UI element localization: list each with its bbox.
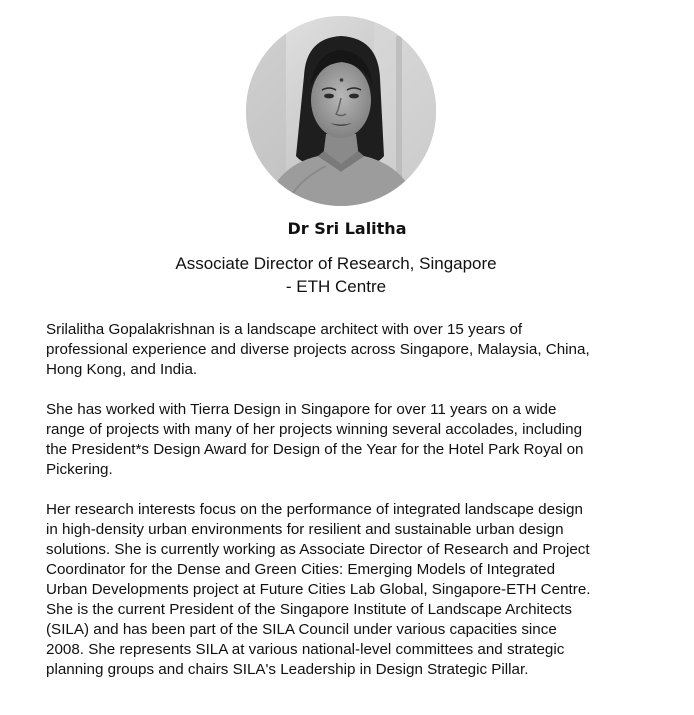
bio-line: (SILA) and has been part of the SILA Council under various capacities since: [46, 621, 557, 638]
bio-paragraph: [46, 500, 676, 680]
job-title-line: Associate Director of Research, Singapore: [175, 254, 497, 273]
biography: [46, 320, 676, 700]
bio-paragraph: [46, 320, 676, 380]
bio-line: Her research interests focus on the performance of integrated landscape design: [46, 501, 583, 518]
job-title: [140, 252, 532, 298]
bio-line: in high-density urban environments for resilient and sustainable urban design: [46, 521, 564, 538]
bio-paragraph: [46, 400, 676, 480]
bio-line: Coordinator for the Dense and Green Cities: Emerging Models of Integrated: [46, 561, 556, 578]
bio-line: the President*s Design Award for Design of the Year for the Hotel Park Royal on: [46, 441, 584, 458]
job-title-line: - ETH Centre: [285, 277, 387, 296]
profile-photo: [246, 16, 436, 206]
bio-line: planning groups and chairs SILA's Leadership in Design Strategic Pillar.: [46, 661, 529, 678]
bio-line: She has worked with Tierra Design in Singapore for over 11 years on a wide: [46, 401, 557, 418]
person-name: Dr Sri Lalitha: [287, 219, 407, 238]
bio-line: Hong Kong, and India.: [46, 361, 198, 378]
bio-line: Srilalitha Gopalakrishnan is a landscape architect with over 15 years of: [46, 321, 523, 338]
bio-line: professional experience and diverse projects across Singapore, Malaysia, China,: [46, 341, 590, 358]
bio-line: solutions. She is currently working as Associate Director of Research and Project: [46, 541, 590, 558]
bio-line: Pickering.: [46, 461, 113, 478]
bio-line: 2008. She represents SILA at various national-level committees and strategic: [46, 641, 565, 658]
bio-line: She is the current President of the Singapore Institute of Landscape Architects: [46, 601, 572, 618]
bio-line: Urban Developments project at Future Cities Lab Global, Singapore-ETH Centre.: [46, 581, 591, 598]
bio-line: range of projects with many of her projects winning several accolades, including: [46, 421, 583, 438]
